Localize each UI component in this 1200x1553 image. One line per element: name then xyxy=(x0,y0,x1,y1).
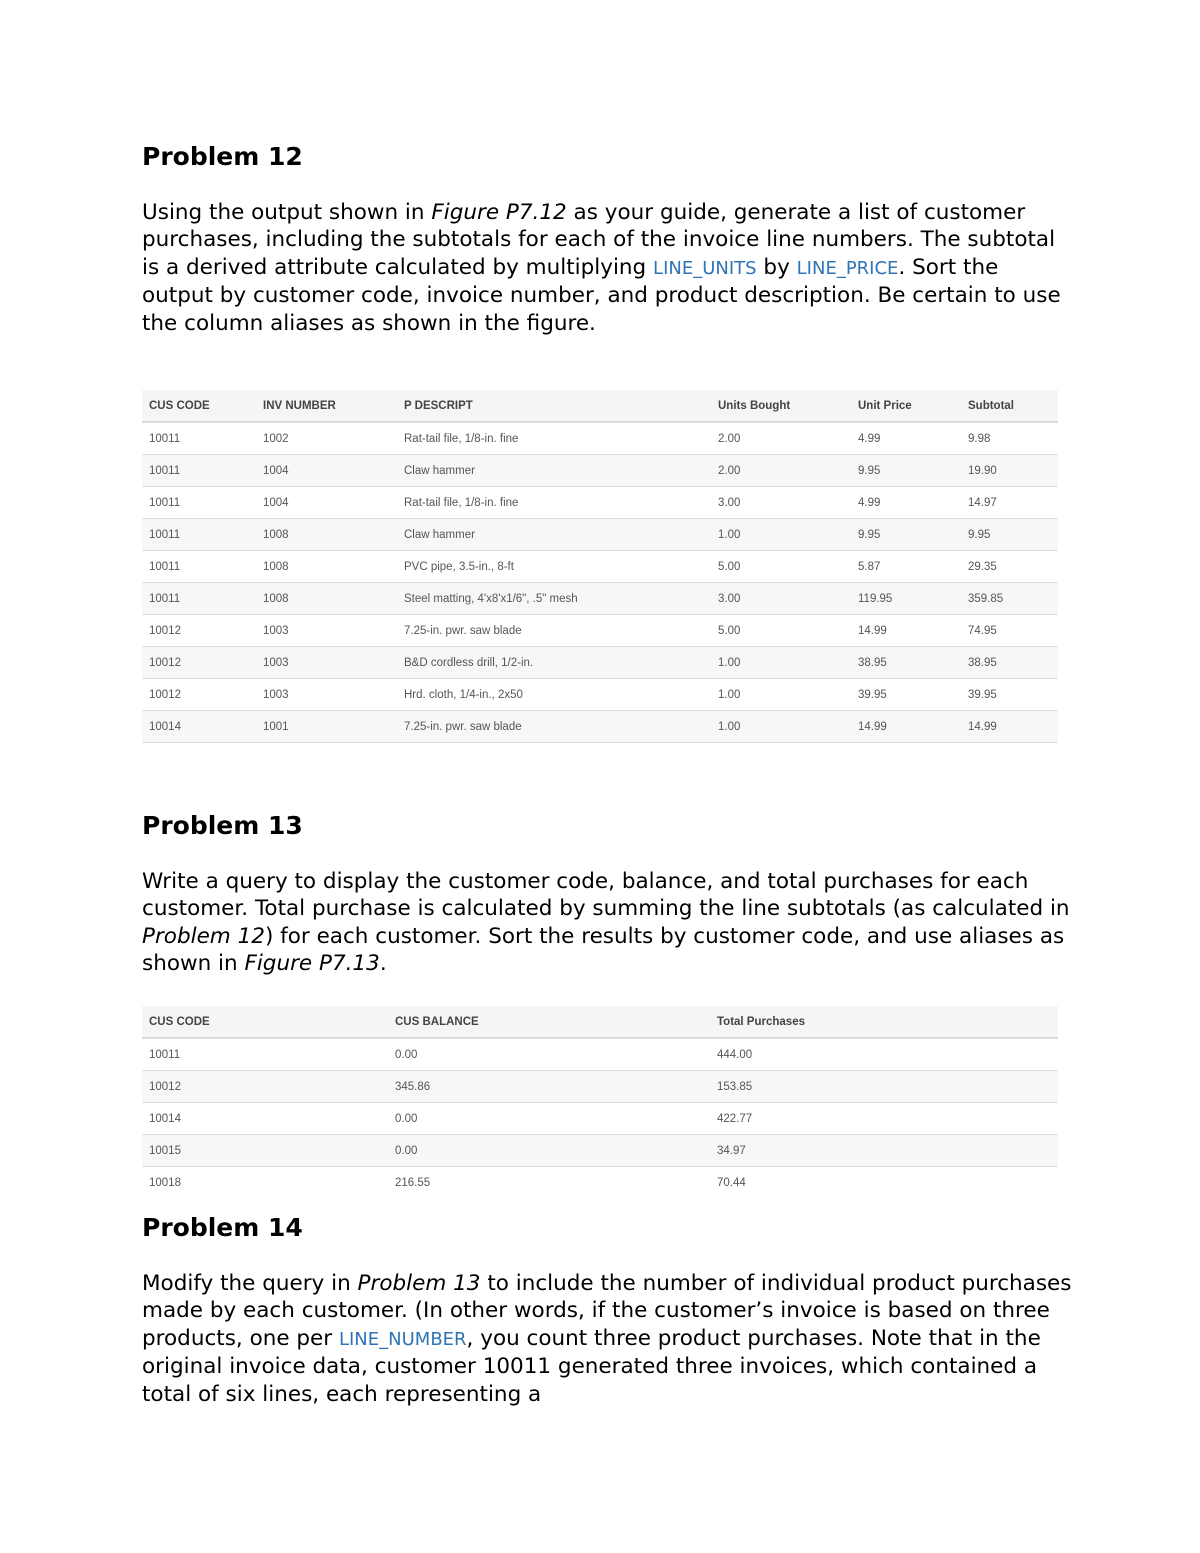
table-cell: 0.00 xyxy=(388,1135,710,1167)
problem-12-section xyxy=(142,142,1072,337)
table-cell: 1002 xyxy=(256,422,397,455)
problem-12-text xyxy=(142,199,1072,337)
table-cell: 10012 xyxy=(142,679,256,711)
column-header: P DESCRIPT xyxy=(397,390,711,422)
table-cell: Rat-tail file, 1/8-in. fine xyxy=(397,422,711,455)
table-cell: 9.95 xyxy=(851,455,961,487)
table-cell: 10018 xyxy=(142,1167,388,1192)
table-cell: 3.00 xyxy=(711,583,851,615)
code-line-price: LINE_PRICE xyxy=(796,257,899,279)
table-cell: 444.00 xyxy=(710,1038,1058,1071)
table-header-row xyxy=(142,390,1058,422)
table-cell: 1008 xyxy=(256,551,397,583)
table-cell: 39.95 xyxy=(851,679,961,711)
table-cell: 0.00 xyxy=(388,1103,710,1135)
table-cell: 10011 xyxy=(142,455,256,487)
column-header: CUS BALANCE xyxy=(388,1006,710,1038)
table-cell: 10011 xyxy=(142,583,256,615)
table-cell: 7.25-in. pwr. saw blade xyxy=(397,615,711,647)
table-cell: 119.95 xyxy=(851,583,961,615)
table-cell: 5.00 xyxy=(711,615,851,647)
problem-13-heading: Problem 13 xyxy=(142,811,303,840)
column-header: INV NUMBER xyxy=(256,390,397,422)
table-cell: 0.00 xyxy=(388,1038,710,1071)
table-cell: 216.55 xyxy=(388,1167,710,1192)
table-cell: 38.95 xyxy=(851,647,961,679)
table-cell: 3.00 xyxy=(711,487,851,519)
table-cell: 10012 xyxy=(142,647,256,679)
table-header-row xyxy=(142,1006,1058,1038)
table-cell: 1008 xyxy=(256,519,397,551)
table-row xyxy=(142,583,1058,615)
table-cell: 34.97 xyxy=(710,1135,1058,1167)
table-cell: 1008 xyxy=(256,583,397,615)
text-run: to include the number of individual product purchases made by each customer. (In other words, if the customer’s invoice is based on three products, one per xyxy=(142,1271,1072,1351)
table-cell: 5.00 xyxy=(711,551,851,583)
table-cell: Hrd. cloth, 1/4-in., 2x50 xyxy=(397,679,711,711)
customer-purchases-table xyxy=(142,390,1058,743)
table-cell: 10012 xyxy=(142,615,256,647)
table-row xyxy=(142,455,1058,487)
table-cell: 2.00 xyxy=(711,422,851,455)
table-cell: Rat-tail file, 1/8-in. fine xyxy=(397,487,711,519)
table-cell: 70.44 xyxy=(710,1167,1058,1192)
table-cell: 10015 xyxy=(142,1135,388,1167)
figure-reference: Figure P7.12 xyxy=(431,200,567,225)
text-run: Using the output shown in xyxy=(142,200,432,225)
text-run: . xyxy=(379,951,387,977)
table-cell: 1004 xyxy=(256,487,397,519)
table-cell: 1.00 xyxy=(711,711,851,743)
table-cell: 1003 xyxy=(256,679,397,711)
table-cell: 2.00 xyxy=(711,455,851,487)
table-cell: 19.90 xyxy=(961,455,1058,487)
problem-reference: Problem 12 xyxy=(142,923,265,949)
table-cell: 359.85 xyxy=(961,583,1058,615)
text-run: . Sort the output by customer code, invoice number, and product description. Be certain to use the column aliases as shown in the figure. xyxy=(142,254,1061,336)
table-row xyxy=(142,422,1058,455)
table-cell: 10011 xyxy=(142,487,256,519)
problem-13-text xyxy=(142,868,1072,978)
table-cell: 4.99 xyxy=(851,487,961,519)
column-header: Subtotal xyxy=(961,390,1058,422)
table-cell: 9.95 xyxy=(851,519,961,551)
total-purchases-table xyxy=(142,1006,1058,1191)
table-cell: 10011 xyxy=(142,551,256,583)
text-run: Modify the query in xyxy=(142,1271,358,1296)
table-cell: 10014 xyxy=(142,711,256,743)
table-cell: 1.00 xyxy=(711,519,851,551)
problem-reference: Problem 13 xyxy=(357,1271,481,1296)
table-cell: 4.99 xyxy=(851,422,961,455)
column-header: CUS CODE xyxy=(142,1006,388,1038)
table-cell: 9.95 xyxy=(961,519,1058,551)
text-run: Write a query to display the customer code, balance, and total purchases for each customer. Total purchase is calculated by summing the line subtotals (as calculated in xyxy=(142,869,1070,922)
table-row xyxy=(142,487,1058,519)
table-cell: 7.25-in. pwr. saw blade xyxy=(397,711,711,743)
problem-12-heading: Problem 12 xyxy=(142,142,303,171)
problem-14-section xyxy=(142,1213,1072,1408)
table-cell: 1003 xyxy=(256,615,397,647)
table-cell: PVC pipe, 3.5-in., 8-ft xyxy=(397,551,711,583)
table-cell: Claw hammer xyxy=(397,519,711,551)
table-cell: 10012 xyxy=(142,1071,388,1103)
text-run: by xyxy=(756,254,797,280)
table-row xyxy=(142,1135,1058,1167)
figure-reference: Figure P7.13 xyxy=(244,951,380,977)
table-row xyxy=(142,1038,1058,1071)
table-row xyxy=(142,711,1058,743)
column-header: Total Purchases xyxy=(710,1006,1058,1038)
table-cell: 1003 xyxy=(256,647,397,679)
table-cell: 10011 xyxy=(142,422,256,455)
table-cell: 39.95 xyxy=(961,679,1058,711)
problem-14-text xyxy=(142,1270,1072,1408)
problem-14-heading: Problem 14 xyxy=(142,1213,303,1242)
column-header: Unit Price xyxy=(851,390,961,422)
column-header: Units Bought xyxy=(711,390,851,422)
table-cell: Claw hammer xyxy=(397,455,711,487)
table-cell: 1001 xyxy=(256,711,397,743)
text-run: , you count three product purchases. Note that in the original invoice data, customer 10011 generated three invoices, which contained a total of six lines, each representing a xyxy=(142,1325,1041,1407)
total-purchases-table-clip xyxy=(142,1006,1058,1191)
table-cell: Steel matting, 4'x8'x1/6", .5" mesh xyxy=(397,583,711,615)
table-cell: 74.95 xyxy=(961,615,1058,647)
table-row xyxy=(142,647,1058,679)
table-row xyxy=(142,1167,1058,1192)
table-cell: 422.77 xyxy=(710,1103,1058,1135)
table-cell: 345.86 xyxy=(388,1071,710,1103)
table-cell: 38.95 xyxy=(961,647,1058,679)
code-line-number: LINE_NUMBER xyxy=(338,1328,467,1350)
problem-13-section xyxy=(142,811,1072,978)
table-cell: 10011 xyxy=(142,1038,388,1071)
table-cell: B&D cordless drill, 1/2-in. xyxy=(397,647,711,679)
table-cell: 1.00 xyxy=(711,679,851,711)
table-cell: 9.98 xyxy=(961,422,1058,455)
table-cell: 29.35 xyxy=(961,551,1058,583)
table-row xyxy=(142,679,1058,711)
text-run: as your guide, generate a list of customer purchases, including the subtotals for each of the invoice line numbers. The subtotal is a derived attribute calculated by multiplying xyxy=(142,200,1056,280)
table-cell: 10011 xyxy=(142,519,256,551)
table-cell: 14.99 xyxy=(851,711,961,743)
column-header: CUS CODE xyxy=(142,390,256,422)
text-run: ) for each customer. Sort the results by customer code, and use aliases as shown in xyxy=(142,923,1065,977)
table-cell: 153.85 xyxy=(710,1071,1058,1103)
table-cell: 5.87 xyxy=(851,551,961,583)
table-row xyxy=(142,551,1058,583)
table-cell: 1.00 xyxy=(711,647,851,679)
table-cell: 10014 xyxy=(142,1103,388,1135)
code-line-units: LINE_UNITS xyxy=(653,257,757,279)
table-row xyxy=(142,615,1058,647)
table-row xyxy=(142,1071,1058,1103)
table-row xyxy=(142,1103,1058,1135)
table-cell: 14.97 xyxy=(961,487,1058,519)
table-row xyxy=(142,519,1058,551)
table-cell: 14.99 xyxy=(851,615,961,647)
table-cell: 14.99 xyxy=(961,711,1058,743)
table-cell: 1004 xyxy=(256,455,397,487)
